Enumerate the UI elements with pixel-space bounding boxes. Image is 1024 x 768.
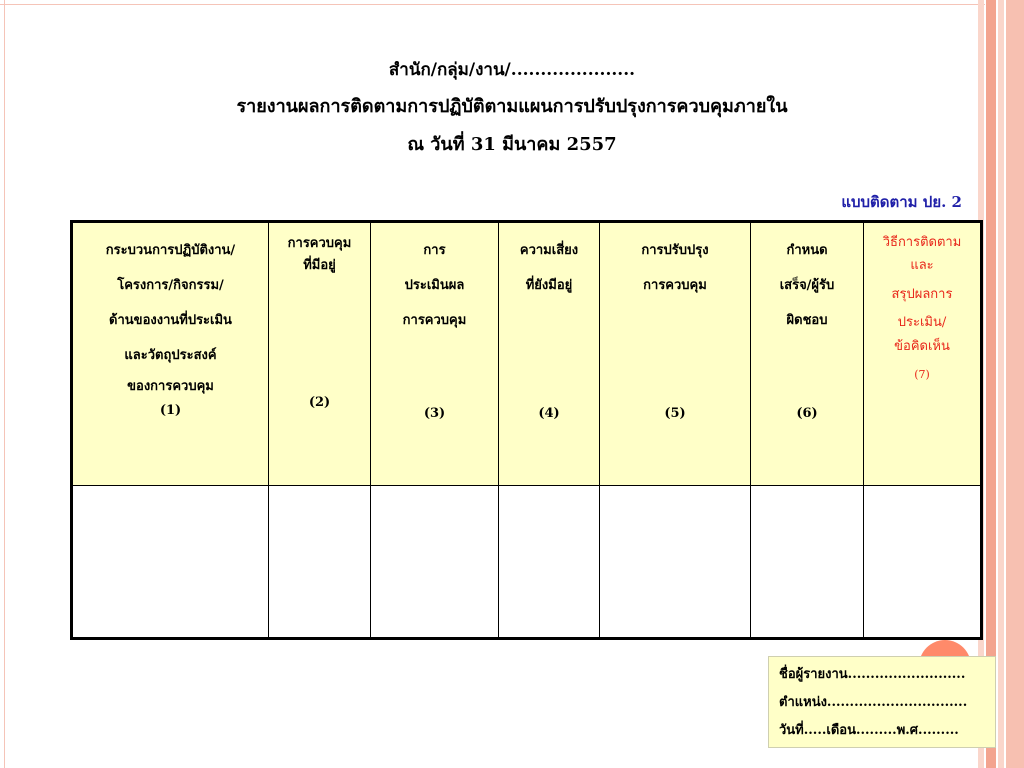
- column-number-6: (6): [796, 406, 818, 421]
- column-header-7: วิธีการติดตาม และ สรุปผลการ ประเมิน/ ข้อคิดเห็น (7): [864, 222, 982, 486]
- position-line: ตำแหน่ง...............................: [779, 695, 968, 710]
- reporter-name-line: ชื่อผู้รายงาน..........................: [779, 667, 966, 682]
- body-cell-2: [269, 486, 371, 639]
- column-number-2: (2): [308, 395, 331, 410]
- column-number-3: (3): [423, 406, 446, 421]
- body-cell-6: [751, 486, 864, 639]
- column-header-1: กระบวนการปฏิบัติงาน/ โครงการ/กิจกรรม/ ด้านของงานที่ประเมิน และวัตถุประสงค์ ของการควบคุม (1): [72, 222, 269, 486]
- column-header-2: การควบคุม ที่มีอยู่ (2): [269, 222, 371, 486]
- column-header-4: ความเสี่ยง ที่ยังมีอยู่ (4): [499, 222, 600, 486]
- form-code: แบบติดตาม ปย. 2: [841, 193, 962, 211]
- body-cell-3: [371, 486, 499, 639]
- department-line: สำนัก/กลุ่ม/งาน/.....................: [388, 60, 636, 80]
- body-cell-1: [72, 486, 269, 639]
- table-body-row: [72, 486, 982, 639]
- report-title: รายงานผลการติดตามการปฏิบัติตามแผนการปรับปรุงการควบคุมภายใน: [236, 96, 788, 117]
- top-decor-line: [0, 4, 985, 5]
- report-table: [70, 220, 983, 640]
- body-cell-4: [499, 486, 600, 639]
- column-number-1: (1): [159, 403, 182, 418]
- column-number-7: (7): [914, 368, 930, 381]
- report-date-line: วันที่.....เดือน.........พ.ศ.........: [779, 723, 959, 738]
- report-date: ณ วันที่ 31 มีนาคม 2557: [407, 134, 617, 155]
- column-number-4: (4): [538, 406, 560, 421]
- column-header-6: กำหนด เสร็จ/ผู้รับ ผิดชอบ (6): [751, 222, 864, 486]
- body-cell-7: [864, 486, 982, 639]
- column-header-3: การ ประเมินผล การควบคุม (3): [371, 222, 499, 486]
- table-header-row: [72, 222, 982, 486]
- signature-box: [768, 656, 996, 748]
- body-cell-5: [600, 486, 751, 639]
- column-header-5: การปรับปรุง การควบคุม (5): [600, 222, 751, 486]
- column-number-5: (5): [664, 406, 686, 421]
